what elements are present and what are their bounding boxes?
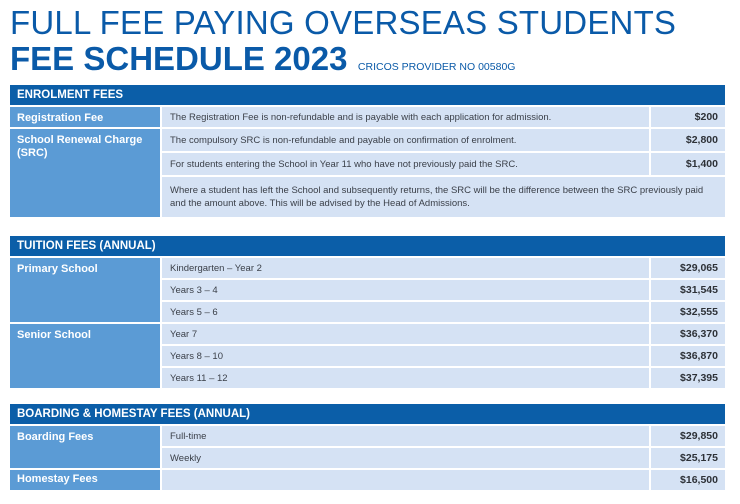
fee-amount: $31,545 — [651, 280, 725, 300]
row-label: Registration Fee — [10, 107, 160, 127]
row-description: Where a student has left the School and subsequently returns, the SRC will be the difference between the SRC previously paid and the amount above. This will be advised by the Head of Admissions. — [162, 177, 725, 217]
row-description: Full-time — [162, 426, 649, 446]
row-description: For students entering the School in Year 11 who have not previously paid the SRC. — [162, 153, 649, 175]
fee-amount: $36,870 — [651, 346, 725, 366]
provider-number: CRICOS PROVIDER NO 00580G — [357, 61, 516, 73]
row-description: Years 8 – 10 — [162, 346, 649, 366]
row-description: Weekly — [162, 448, 649, 468]
fee-amount: $29,850 — [651, 426, 725, 446]
schedule-title: FEE SCHEDULE 2023 — [10, 40, 348, 77]
fee-amount: $29,065 — [651, 258, 725, 278]
fee-amount: $25,175 — [651, 448, 725, 468]
fee-amount: $16,500 — [651, 470, 725, 490]
row-description — [162, 470, 649, 490]
page-subtitle — [10, 40, 515, 78]
fee-amount: $36,370 — [651, 324, 725, 344]
section-heading: ENROLMENT FEES — [10, 85, 725, 107]
row-label: Boarding Fees — [10, 426, 160, 468]
tuition-fees-section — [10, 236, 725, 388]
row-description: Years 5 – 6 — [162, 302, 649, 322]
row-description: The Registration Fee is non-refundable and is payable with each application for admission. — [162, 107, 649, 127]
row-label: Senior School — [10, 324, 160, 388]
section-heading: TUITION FEES (ANNUAL) — [10, 236, 725, 258]
row-description: Years 11 – 12 — [162, 368, 649, 388]
boarding-fees-section — [10, 404, 725, 490]
row-label: Primary School — [10, 258, 160, 322]
enrolment-fees-section — [10, 85, 725, 217]
row-description: Years 3 – 4 — [162, 280, 649, 300]
fee-amount: $200 — [651, 107, 725, 127]
fee-amount: $1,400 — [651, 153, 725, 175]
row-description: Year 7 — [162, 324, 649, 344]
fee-amount: $32,555 — [651, 302, 725, 322]
fee-amount: $2,800 — [651, 129, 725, 151]
fee-amount: $37,395 — [651, 368, 725, 388]
row-description: Kindergarten – Year 2 — [162, 258, 649, 278]
section-heading: BOARDING & HOMESTAY FEES (ANNUAL) — [10, 404, 725, 426]
page-title: FULL FEE PAYING OVERSEAS STUDENTS — [10, 4, 677, 41]
row-label: School Renewal Charge (SRC) — [10, 129, 160, 217]
row-description: The compulsory SRC is non-refundable and payable on confirmation of enrolment. — [162, 129, 649, 151]
row-label: Homestay Fees — [10, 470, 160, 490]
